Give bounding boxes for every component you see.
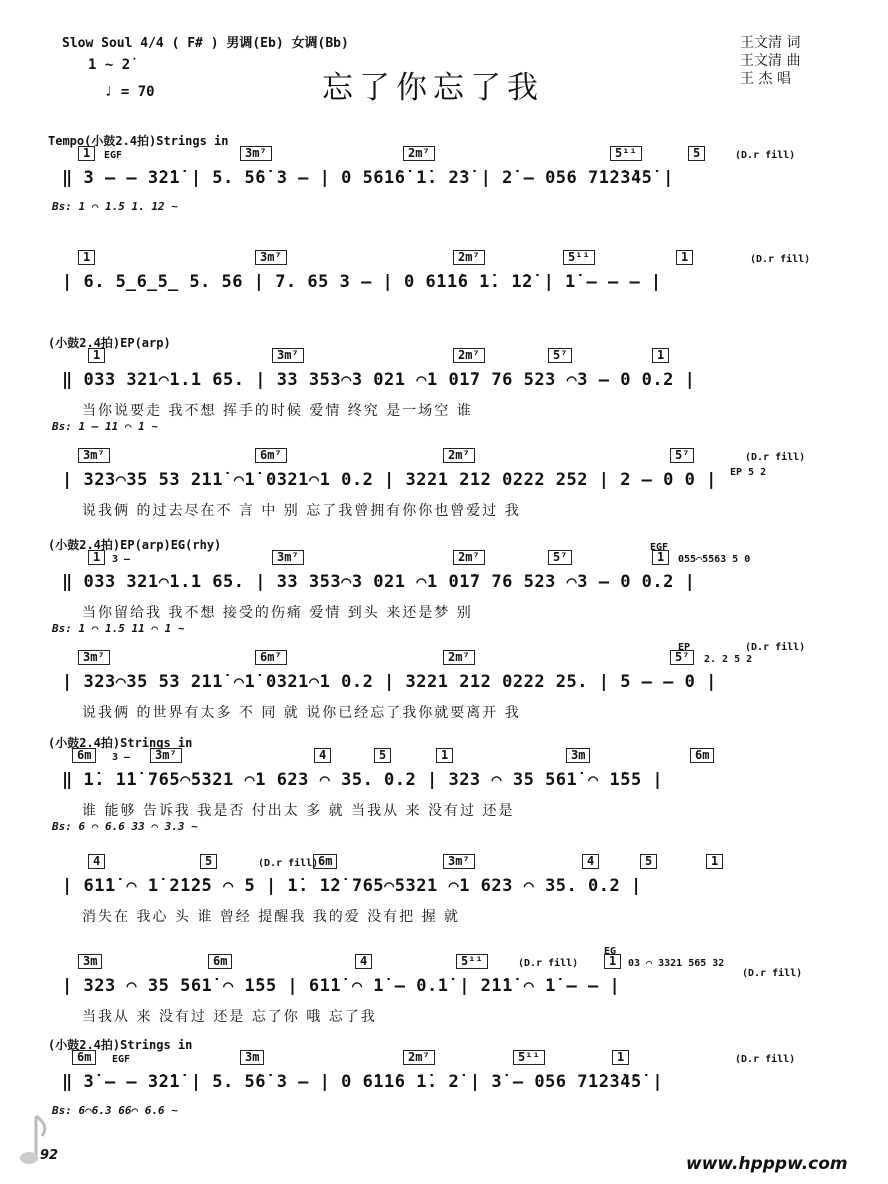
style-key: Slow Soul 4/4 ( F# ) 男调(Eb) 女调(Bb) [62, 36, 349, 51]
notation-line: | 323⌒35 53 211̇ ⌒1̇ 0321⌒1 0.2 | 3221 212 0222 25. | 5 – – 0 | [62, 672, 717, 692]
chord-symbol: 2m⁷ [443, 650, 475, 665]
instrument-tag: 3 – [112, 752, 131, 763]
bass-line: Bs: 6 ⌒ 6.6 33 ⌒ 3.3 ~ [52, 820, 198, 833]
instrument-tag: EGF [104, 150, 123, 161]
notation-line: ‖ 1̇. 1̇1̇ 765⌒5321 ⌒1 623 ⌒ 35. 0.2 | 323 ⌒ 35 561̇ ⌒ 1̇55 | [62, 770, 664, 790]
instrument-tag: 055⌒5563 5 0 [678, 554, 751, 565]
singer-credit: 王 杰 唱 [740, 71, 791, 87]
chord-symbol: 4 [355, 954, 372, 969]
instrument-tag: EG [604, 946, 617, 957]
bass-line: Bs: 1 – 11 ⌒ 1 ~ [52, 420, 158, 433]
section-label: (小鼓2.4拍)EP(arp)EG(rhy) [48, 538, 222, 552]
chord-symbol: 2m⁷ [403, 1050, 435, 1065]
chord-symbol: 2m⁷ [453, 550, 485, 565]
song-title: 忘了你忘了我 [322, 70, 544, 106]
instrument-tag: (D.r fill) [745, 642, 806, 653]
lyrics-line: 谁 能够 告诉我 我是否 付出太 多 就 当我从 来 没有过 还是 [82, 803, 515, 819]
music-note-icon [14, 1112, 50, 1172]
chord-symbol: 5¹¹ [456, 954, 488, 969]
composer-credit: 王文清 曲 [740, 53, 801, 69]
chord-symbol: 1 [78, 146, 95, 161]
chord-symbol: 1 [676, 250, 693, 265]
section-label: (小鼓2.4拍)Strings in [48, 1038, 193, 1052]
instrument-tag: EP 5 2 [730, 467, 767, 478]
chord-symbol: 3m⁷ [78, 650, 110, 665]
chord-symbol: 6m [72, 1050, 96, 1065]
instrument-tag: EGF [112, 1054, 131, 1065]
chord-symbol: 3m [566, 748, 590, 763]
chord-symbol: 1 [78, 250, 95, 265]
lyrics-line: 当你说要走 我不想 挥手的时候 爱情 终究 是一场空 谁 [82, 403, 473, 419]
chord-symbol: 5⁷ [670, 650, 694, 665]
instrument-tag: (D.r fill) [258, 858, 319, 869]
chord-symbol: 3m⁷ [272, 348, 304, 363]
lyrics-line: 说我俩 的过去尽在不 言 中 别 忘了我曾拥有你你也曾爱过 我 [82, 503, 521, 519]
chord-symbol: 2m⁷ [453, 348, 485, 363]
chord-symbol: 1 [88, 348, 105, 363]
instrument-tag: (D.r fill) [518, 958, 579, 969]
chord-symbol: 5¹¹ [610, 146, 642, 161]
chord-symbol: 3m⁷ [272, 550, 304, 565]
section-label: (小鼓2.4拍)Strings in [48, 736, 193, 750]
section-label: (小鼓2.4拍)EP(arp) [48, 336, 171, 350]
notation-line: | 323⌒35 53 211̇ ⌒1̇ 0321⌒1 0.2 | 3221 212 0222 252 | 2 – 0 0 | [62, 470, 717, 490]
lyrics-line: 消失在 我心 头 谁 曾经 提醒我 我的爱 没有把 握 就 [82, 909, 461, 925]
chord-symbol: 1 [436, 748, 453, 763]
section-label: Tempo(小鼓2.4拍)Strings in [48, 134, 229, 148]
chord-symbol: 3m⁷ [240, 146, 272, 161]
chord-symbol: 6m [208, 954, 232, 969]
notation-line: ‖ 033 321⌒1.1 65. | 33 353⌒3 021 ⌒1 01̇7 76 523 ⌒3 – 0 0.2 | [62, 370, 696, 390]
chord-symbol: 3m⁷ [255, 250, 287, 265]
chord-symbol: 4 [582, 854, 599, 869]
lyrics-line: 当我从 来 没有过 还是 忘了你 哦 忘了我 [82, 1009, 377, 1025]
chord-symbol: 6m⁷ [255, 650, 287, 665]
notation-line: | 6. 5̲6̲5̲ 5. 56 | 7. 65 3 – | 0 6̇1̇1̇6 1̇. 1̇2̇ | 1̇ – – – | [62, 272, 662, 292]
chord-symbol: 5⁷ [548, 550, 572, 565]
chord-symbol: 1 [706, 854, 723, 869]
instrument-tag: EP [678, 642, 691, 653]
instrument-tag: 03 ⌒ 3321 565 32 [628, 958, 725, 969]
chord-symbol: 5¹¹ [513, 1050, 545, 1065]
chord-symbol: 5 [374, 748, 391, 763]
chord-symbol: 1 [652, 550, 669, 565]
lyrics-line: 当你留给我 我不想 接受的伤痛 爱情 到头 来还是梦 别 [82, 605, 473, 621]
chord-symbol: 1 [612, 1050, 629, 1065]
chord-symbol: 6m [72, 748, 96, 763]
instrument-tag: (D.r fill) [735, 150, 796, 161]
instrument-tag: 3 – [112, 554, 131, 565]
chord-symbol: 3m [240, 1050, 264, 1065]
chord-symbol: 5⁷ [548, 348, 572, 363]
bass-line: Bs: 1 ⌒ 1.5 11 ⌒ 1 ~ [52, 622, 185, 635]
notation-line: | 61̇1̇ ⌒ 1̇ 2̇1̇2̇5 ⌒ 5 | 1̇. 1̇2̇ 765⌒5321 ⌒1 623 ⌒ 35. 0.2 | [62, 876, 642, 896]
website-url: www.hpppw.com [686, 1154, 848, 1174]
chord-symbol: 5¹¹ [563, 250, 595, 265]
notation-line: ‖ 3 – – 3̇2̇1̇ | 5. 5̇6̇ 3 – | 0 56̇1̇6̇ 1̇. 2̇3̇ | 2̇ – 056 7̇1̇2̇3̇4̇5̇ | [62, 168, 674, 188]
chord-symbol: 3m⁷ [78, 448, 110, 463]
bass-line: Bs: 1 ⌒ 1.5 1. 12 ~ [52, 200, 178, 213]
chord-symbol: 6m [690, 748, 714, 763]
notation-line: | 323 ⌒ 35 561̇ ⌒ 1̇55 | 61̇1̇ ⌒ 1̇ – 0.1̇ | 2̇1̇1̇ ⌒ 1̇ – – | [62, 976, 621, 996]
chord-symbol: 3m [78, 954, 102, 969]
tempo-marking: ♩ = 70 [104, 84, 155, 100]
instrument-tag: 2. 2 5 2 [704, 654, 753, 665]
chord-symbol: 3m⁷ [150, 748, 182, 763]
chord-symbol: 2m⁷ [453, 250, 485, 265]
chord-symbol: 1 [652, 348, 669, 363]
chord-symbol: 5 [688, 146, 705, 161]
chord-symbol: 5 [200, 854, 217, 869]
instrument-tag: EGF [650, 542, 669, 553]
chord-symbol: 6m [313, 854, 337, 869]
page-number: 92 [40, 1148, 59, 1163]
bass-line: Bs: 6⌒6.3 66⌒ 6.6 ~ [52, 1104, 178, 1117]
chord-symbol: 1 [88, 550, 105, 565]
instrument-tag: (D.r fill) [745, 452, 806, 463]
chord-symbol: 2m⁷ [443, 448, 475, 463]
instrument-tag: (D.r fill) [750, 254, 811, 265]
instrument-tag: (D.r fill) [735, 1054, 796, 1065]
lyrics-line: 说我俩 的世界有太多 不 同 就 说你已经忘了我你就要离开 我 [82, 705, 521, 721]
instrument-tag: (D.r fill) [742, 968, 803, 979]
vocal-range: 1 ~ 2̇ [88, 57, 131, 73]
lyricist-credit: 王文清 词 [740, 35, 801, 51]
chord-symbol: 2m⁷ [403, 146, 435, 161]
chord-symbol: 4 [88, 854, 105, 869]
chord-symbol: 4 [314, 748, 331, 763]
chord-symbol: 5⁷ [670, 448, 694, 463]
chord-symbol: 3m⁷ [443, 854, 475, 869]
chord-symbol: 5 [640, 854, 657, 869]
chord-symbol: 1 [604, 954, 621, 969]
notation-line: ‖ 033 321⌒1.1 65. | 33 353⌒3 021 ⌒1 01̇7 76 523 ⌒3 – 0 0.2 | [62, 572, 696, 592]
chord-symbol: 6m⁷ [255, 448, 287, 463]
notation-line: ‖ 3̇ – – 3̇2̇1̇ | 5. 5̇6̇ 3 – | 0 6̇1̇1̇6 1̇. 2̇ | 3̇ – 056 7̇1̇2̇3̇4̇5̇ | [62, 1072, 664, 1092]
